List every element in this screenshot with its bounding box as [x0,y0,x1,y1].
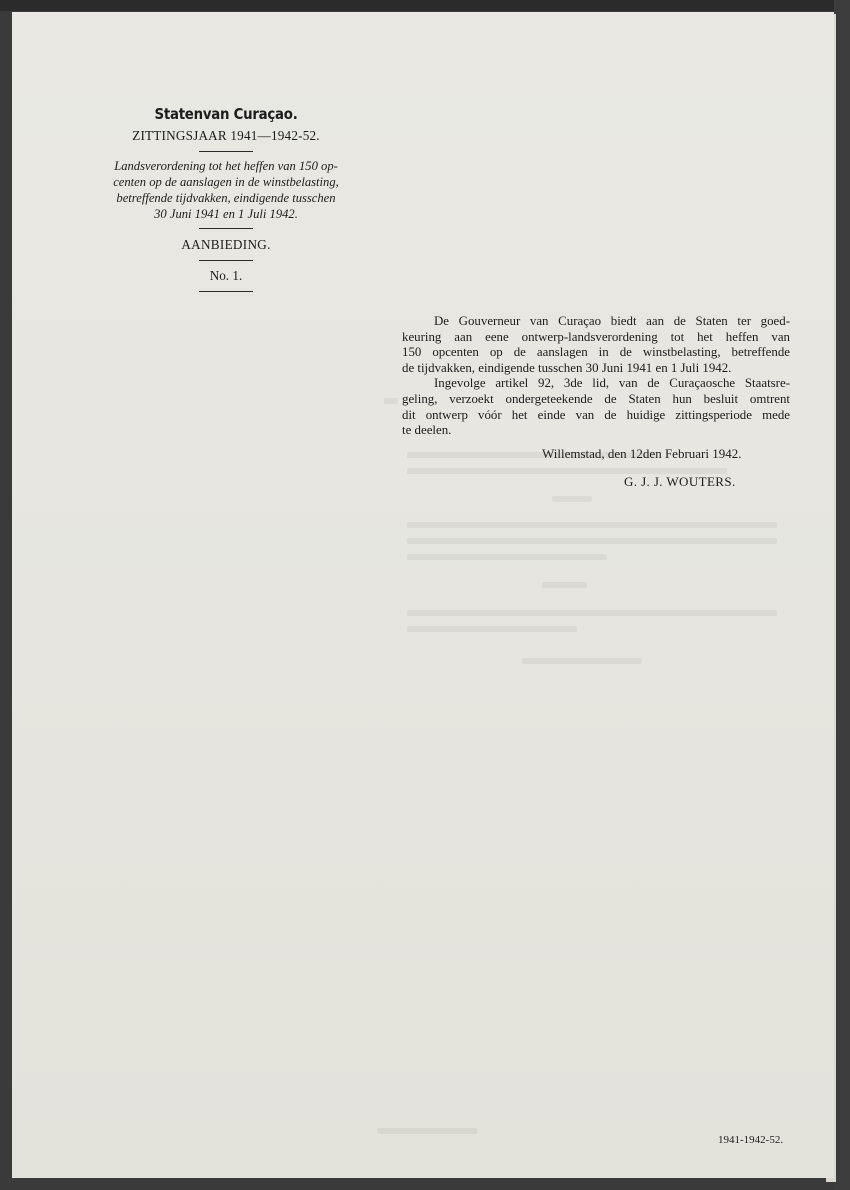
text-line: Ingevolge artikel 92, 3de lid, van de Curaçaosche Staatsre- [434,376,790,391]
paragraph-offer [402,314,790,376]
text-line: De Gouverneur van Curaçao biedt aan de Staten ter goed- [434,314,790,328]
divider [199,291,253,292]
document-title: Statenvan Curaçao. [154,105,298,123]
scan-border-right [834,0,850,1190]
divider [199,228,253,229]
divider [199,260,253,261]
text-line: 150 opcenten op de aanslagen in de winstbelasting, betreffende [402,345,790,360]
text-line: dit ontwerp vóór het einde van de huidige zittingsperiode mede [402,407,790,422]
scan-border-top [0,0,850,11]
page-reference: 1941-1942-52. [718,1134,784,1146]
text-line: keuring aan eene ontwerp-landsverordening tot het heffen van [402,329,790,344]
subject-line: betreffende tijdvakken, eindigende tusschen [116,191,336,205]
subject-line: centen op de aanslagen in de winstbelasting, [113,175,339,189]
body-text [402,314,790,439]
document-label: AANBIEDING. [181,237,271,252]
document-page [12,12,834,1178]
header-block [80,104,372,292]
text-line: geling, verzoekt ondergeteekende de Staten hun besluit omtrent [402,391,790,406]
subject-line: Landsverordening tot het heffen van 150 op- [114,159,338,173]
text-line: te deelen. [402,423,452,438]
subject-line: 30 Juni 1941 en 1 Juli 1942. [154,207,298,221]
subject-text [80,158,372,222]
text-line: de tijdvakken, eindigende tusschen 30 Juni 1941 en 1 Juli 1942. [402,360,732,375]
document-number: No. 1. [209,268,243,283]
paragraph-request [402,376,790,438]
place-date: Willemstad, den 12den Februari 1942. [542,446,742,461]
divider [199,151,253,152]
session-year: ZITTINGSJAAR 1941—1942-52. [132,128,320,143]
signature: G. J. J. WOUTERS. [624,474,736,489]
